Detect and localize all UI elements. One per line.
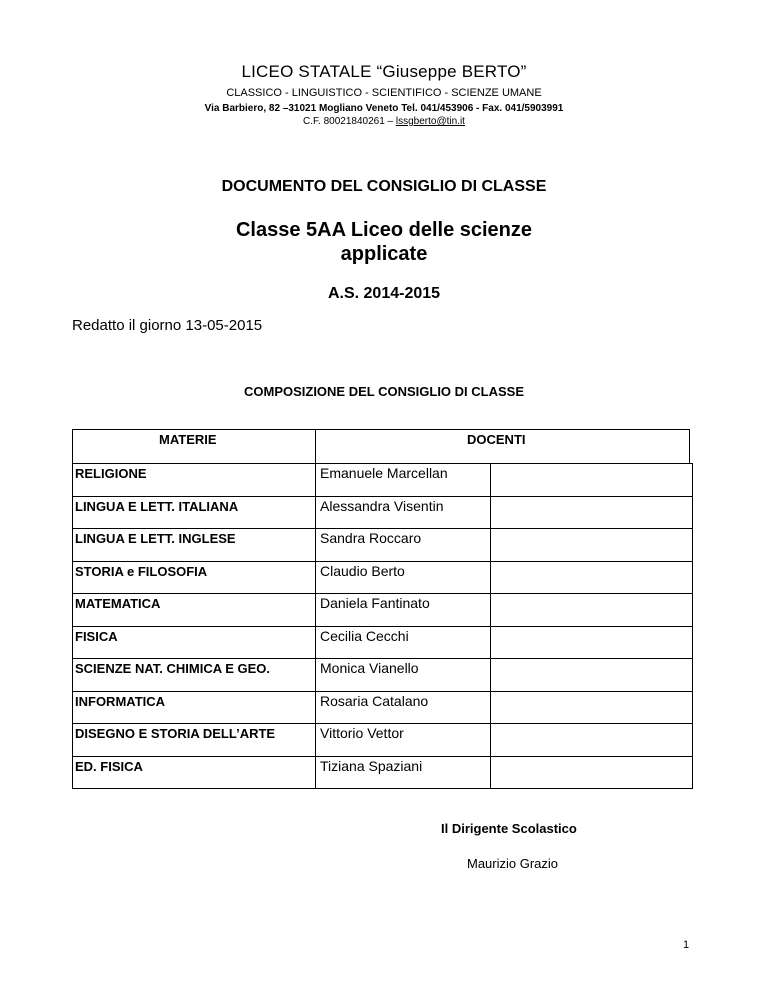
- table-row-teacher: Vittorio Vettor: [320, 725, 404, 741]
- table-row-teacher: Daniela Fantinato: [320, 595, 430, 611]
- table-row-subject: LINGUA E LETT. ITALIANA: [75, 498, 239, 514]
- page-number: 1: [683, 939, 690, 951]
- table-row-subject: FISICA: [75, 628, 118, 644]
- school-types: CLASSICO - LINGUISTICO - SCIENTIFICO - SCIENZE UMANE: [226, 87, 542, 99]
- school-year: A.S. 2014-2015: [327, 285, 441, 302]
- table-row-cell-signature: [490, 658, 693, 692]
- table-row-subject: MATEMATICA: [75, 596, 161, 611]
- table-row-teacher: Emanuele Marcellan: [320, 465, 448, 481]
- table-row-subject: ED. FISICA: [75, 758, 143, 774]
- document-date: Redatto il giorno 13-05-2015: [72, 317, 263, 334]
- class-title: [0, 218, 768, 266]
- table-row-subject: DISEGNO E STORIA DELL’ARTE: [75, 726, 276, 741]
- school-address: Via Barbiero, 82 –31021 Mogliano Veneto Tel. 041/453906 - Fax. 041/5903991: [204, 103, 564, 114]
- document-title: DOCUMENTO DEL CONSIGLIO DI CLASSE: [221, 178, 547, 195]
- table-row-cell-signature: [490, 626, 693, 660]
- school-tax-code-email: [0, 116, 768, 127]
- class-title-line-1: Classe 5AA Liceo delle scienze: [235, 219, 533, 241]
- class-title-line-2: applicate: [340, 243, 428, 265]
- table-row-subject: INFORMATICA: [75, 693, 166, 709]
- school-email-link[interactable]: lssgberto@tin.it: [395, 116, 465, 127]
- table-row-subject: STORIA e FILOSOFIA: [75, 563, 208, 579]
- table-row-teacher: Sandra Roccaro: [320, 530, 422, 546]
- tax-code: C.F. 80021840261 –: [303, 116, 396, 127]
- table-row-subject: LINGUA E LETT. INGLESE: [75, 531, 236, 546]
- composition-title: COMPOSIZIONE DEL CONSIGLIO DI CLASSE: [243, 384, 524, 399]
- table-row-teacher: Cecilia Cecchi: [320, 627, 409, 644]
- table-row-cell-signature: [490, 691, 693, 725]
- table-row-cell-signature: [490, 496, 693, 530]
- table-header-teacher: DOCENTI: [467, 432, 526, 447]
- principal-name: Maurizio Grazio: [467, 856, 559, 871]
- table-row-teacher: Monica Vianello: [320, 660, 419, 676]
- table-row-teacher: Tiziana Spaziani: [320, 757, 423, 774]
- table-row-subject: SCIENZE NAT. CHIMICA E GEO.: [75, 661, 271, 676]
- table-row-teacher: Alessandra Visentin: [320, 497, 444, 514]
- table-row-cell-signature: [490, 593, 693, 627]
- table-row-cell-signature: [490, 723, 693, 757]
- table-row-subject: RELIGIONE: [75, 466, 147, 481]
- table-row-teacher: Claudio Berto: [320, 562, 405, 579]
- table-row-teacher: Rosaria Catalano: [320, 692, 429, 709]
- table-row-cell-signature: [490, 561, 693, 595]
- table-row-cell-signature: [490, 756, 693, 790]
- table-row-cell-signature: [490, 528, 693, 562]
- school-name: LICEO STATALE “Giuseppe BERTO”: [241, 62, 527, 81]
- principal-title: Il Dirigente Scolastico: [441, 821, 577, 836]
- table-header-subject: MATERIE: [159, 432, 217, 447]
- table-row-cell-signature: [490, 463, 693, 497]
